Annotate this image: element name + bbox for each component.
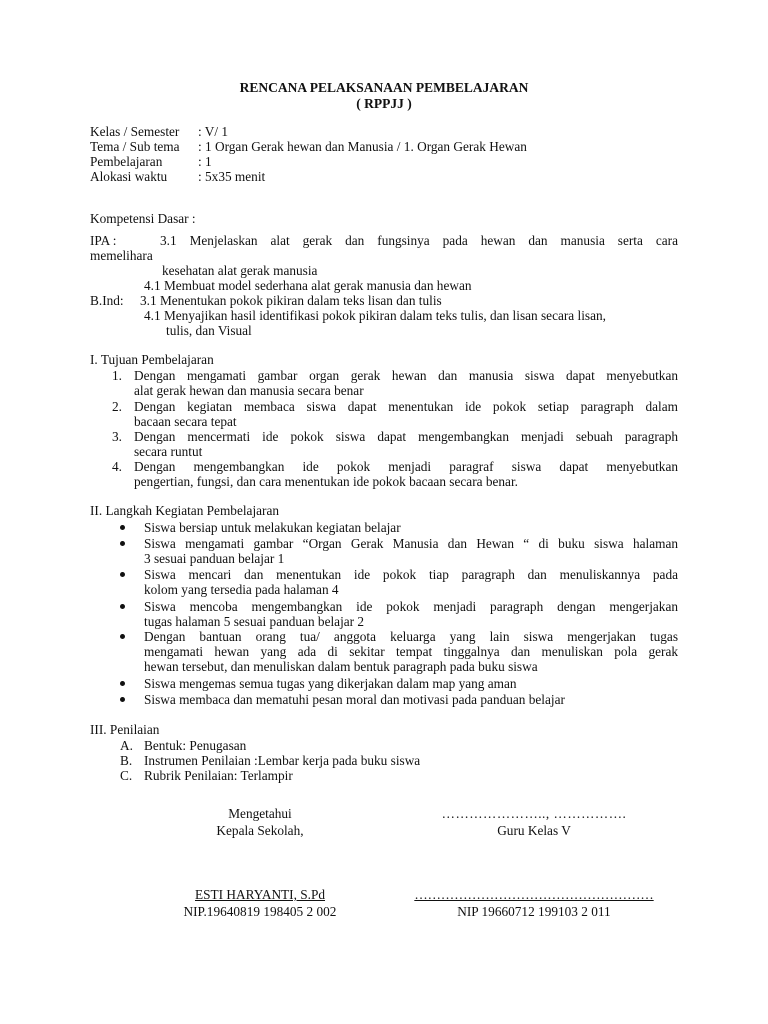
penilaian-letter: A. [120,738,133,753]
bind-kd-3-1: 3.1 Menentukan pokok pikiran dalam teks lisan dan tulis [140,293,442,308]
item-number: 3. [112,429,122,444]
bullet-icon [120,634,125,639]
ipa-kd-4-1: 4.1 Membuat model sederhana alat gerak manusia dan hewan [144,278,472,293]
item-text: Siswa membaca dan mematuhi pesan moral dan motivasi pada panduan belajar [144,692,565,707]
item-text: Dengan mencermati ide pokok siswa dapat mengembangkan menjadi sebuah paragraph [134,429,678,444]
signature-right-place-date: ………………….., ……………. [441,806,627,821]
signature-left-caption: Mengetahui [228,806,292,821]
bullet-icon [120,681,125,686]
item-text: bacaan secara tepat [134,414,237,429]
item-text: Dengan bantuan orang tua/ anggota keluarga yang lain siswa mengerjakan tugas [144,629,678,644]
bullet-icon [120,572,125,577]
item-text: 3 sesuai panduan belajar 1 [144,551,285,566]
signature-left-role: Kepala Sekolah, [216,823,304,838]
bind-kd-4-1-line: 4.1 Menyajikan hasil identifikasi pokok pikiran dalam teks tulis, dan lisan secara lisan, [144,308,606,323]
bind-kd-4-1-line: tulis, dan Visual [166,323,252,338]
signature-left-name: ESTI HARYANTI, S.Pd [194,887,326,902]
meta-value: : 1 [198,154,212,169]
meta-label: Pembelajaran [90,154,163,169]
meta-value: : 1 Organ Gerak hewan dan Manusia / 1. Organ Gerak Hewan [198,139,527,154]
item-text: Siswa mencari dan menentukan ide pokok tiap paragraph dan menuliskannya pada [144,567,678,582]
item-text: kolom yang tersedia pada halaman 4 [144,582,339,597]
meta-label: Kelas / Semester [90,124,180,139]
penilaian-letter: C. [120,768,133,783]
meta-row-alokasi [90,169,527,184]
meta-row-pembelajaran [90,154,527,169]
bind-label: B.Ind: [90,293,124,308]
ipa-kd-3-1-line: kesehatan alat gerak manusia [162,263,318,278]
penilaian-text: Instrumen Penilaian :Lembar kerja pada buku siswa [144,753,421,768]
item-text: Dengan mengembangkan ide pokok menjadi paragraf siswa dapat menyebutkan [134,459,678,474]
penilaian-text: Rubrik Penilaian: Terlampir [144,768,293,783]
bullet-icon [120,525,125,530]
item-number: 4. [112,459,122,474]
item-text: Siswa bersiap untuk melakukan kegiatan belajar [144,520,401,535]
ipa-kd-3-1-line: 3.1 Menjelaskan alat gerak dan fungsinya pada hewan dan manusia serta cara [160,233,678,248]
item-text: Siswa mencoba mengembangkan ide pokok menjadi paragraph dengan mengerjakan [144,599,678,614]
item-number: 1. [112,368,122,383]
item-text: tugas halaman 5 sesuai panduan belajar 2 [144,614,365,629]
meta-label: Alokasi waktu [90,169,168,184]
langkah-title: II. Langkah Kegiatan Pembelajaran [90,503,280,518]
item-text: Dengan kegiatan membaca siswa dapat menentukan ide pokok setiap paragraph dalam [134,399,678,414]
meta-row-tema [90,139,527,154]
ipa-label: IPA : [90,233,117,248]
document-title: RENCANA PELAKSANAAN PEMBELAJARAN [239,80,529,95]
meta-value: : V/ 1 [198,124,229,139]
signature-right-nip: NIP 19660712 199103 2 011 [457,904,611,919]
item-text: mengamati hewan yang ada di sekitar tempat tinggalnya dan menuliskan pola gerak [144,644,678,659]
item-text: secara runtut [134,444,203,459]
item-text: hewan tersebut, dan menuliskan dalam bentuk paragraph pada buku siswa [144,659,538,674]
item-text: Siswa mengamati gambar “Organ Gerak Manusia dan Hewan “ di buku siswa halaman [144,536,678,551]
signature-right-name: ……………………………………………… [414,887,654,902]
kompetensi-title: Kompetensi Dasar : [90,211,196,226]
bullet-icon [120,541,125,546]
bullet-icon [120,604,125,609]
penilaian-title: III. Penilaian [90,722,160,737]
signature-right-role: Guru Kelas V [497,823,571,838]
meta-value: : 5x35 menit [198,169,266,184]
item-text: alat gerak hewan dan manusia secara benar [134,383,364,398]
penilaian-text: Bentuk: Penugasan [144,738,247,753]
item-number: 2. [112,399,122,414]
meta-label: Tema / Sub tema [90,139,180,154]
bullet-icon [120,697,125,702]
penilaian-letter: B. [120,753,133,768]
item-text: Siswa mengemas semua tugas yang dikerjakan dalam map yang aman [144,676,517,691]
ipa-kd-3-1-line: memelihara [90,248,153,263]
document-subtitle: ( RPPJJ ) [356,96,412,111]
signature-left-nip: NIP.19640819 198405 2 002 [183,904,337,919]
meta-row-kelas [90,124,527,139]
item-text: pengertian, fungsi, dan cara menentukan ide pokok bacaan secara benar. [134,474,518,489]
item-text: Dengan mengamati gambar organ gerak hewan dan manusia siswa dapat menyebutkan [134,368,678,383]
identity-block [90,124,527,184]
tujuan-title: I. Tujuan Pembelajaran [90,352,214,367]
